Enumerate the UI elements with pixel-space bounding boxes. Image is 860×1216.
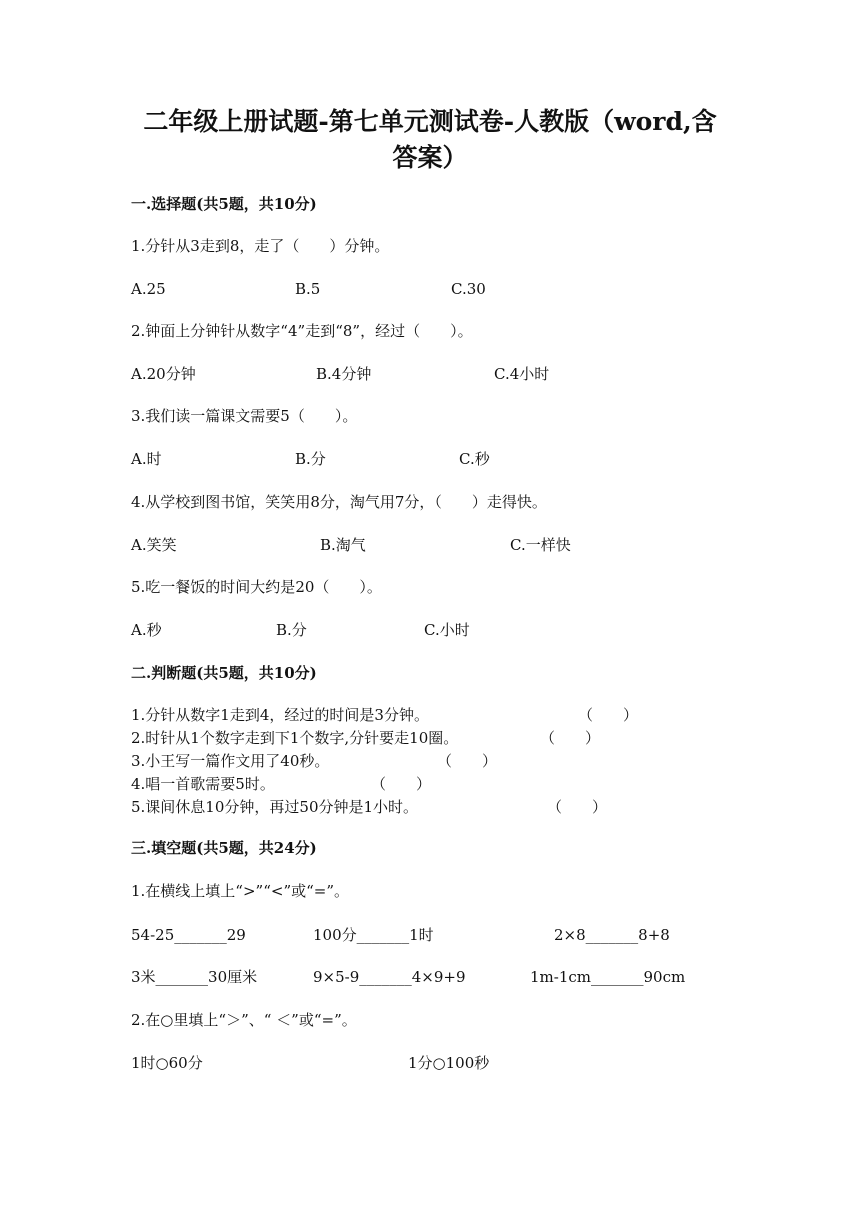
question-text: 1.分针从3走到8，走了（ ）分钟。 <box>131 237 390 255</box>
fill-item: 2×8_______8+8 <box>554 926 670 944</box>
answer-bracket: （ ） <box>578 706 639 724</box>
title-line-2: 答案） <box>392 143 468 172</box>
option-c: C.秒 <box>459 450 490 468</box>
question-text: 4.从学校到图书馆，笑笑用8分，淘气用7分，（ ）走得快。 <box>131 493 547 511</box>
fill-item: 3米_______30厘米 <box>131 968 258 986</box>
option-a: A.25 <box>131 280 166 298</box>
answer-bracket: （ ） <box>437 752 498 770</box>
judge-item: 4.唱一首歌需要5时。 <box>131 775 275 793</box>
question-text: 2.在○里填上“＞”、“ ＜”或“=”。 <box>131 1011 357 1029</box>
option-b: B.4分钟 <box>316 365 372 383</box>
question-text: 5.吃一餐饭的时间大约是20（ ）。 <box>131 578 382 596</box>
title-line-1: 二年级上册试题-第七单元测试卷-人教版（word,含 <box>143 107 717 136</box>
option-a: A.20分钟 <box>131 365 196 383</box>
compare-item: 1分○100秒 <box>408 1054 490 1072</box>
option-a: A.笑笑 <box>131 536 177 554</box>
question-text: 1.在横线上填上“>”“<”或“=”。 <box>131 882 350 900</box>
option-c: C.4小时 <box>494 365 550 383</box>
judge-item: 2.时针从1个数字走到下1个数字,分针要走10圈。 <box>131 729 459 747</box>
option-b: B.5 <box>295 280 321 298</box>
fill-item: 1m-1cm_______90cm <box>530 968 686 986</box>
option-c: C.30 <box>451 280 486 298</box>
answer-bracket: （ ） <box>371 775 432 793</box>
fill-item: 100分_______1时 <box>313 926 434 944</box>
fill-item: 9×5-9_______4×9+9 <box>313 968 466 986</box>
option-b: B.分 <box>276 621 307 639</box>
option-b: B.淘气 <box>320 536 366 554</box>
fill-item: 54-25_______29 <box>131 926 246 944</box>
answer-bracket: （ ） <box>540 729 601 747</box>
question-text: 3.我们读一篇课文需要5（ ）。 <box>131 407 358 425</box>
option-a: A.秒 <box>131 621 162 639</box>
section-heading-choice: 一.选择题(共5题，共10分) <box>131 195 317 213</box>
judge-item: 5.课间休息10分钟，再过50分钟是1小时。 <box>131 798 419 816</box>
judge-item: 3.小王写一篇作文用了40秒。 <box>131 752 330 770</box>
section-heading-fill: 三.填空题(共5题，共24分) <box>131 839 317 857</box>
option-c: C.小时 <box>424 621 470 639</box>
compare-item: 1时○60分 <box>131 1054 203 1072</box>
option-c: C.一样快 <box>510 536 571 554</box>
option-b: B.分 <box>295 450 326 468</box>
answer-bracket: （ ） <box>547 798 608 816</box>
question-text: 2.钟面上分钟针从数字“4”走到“8”，经过（ ）。 <box>131 322 473 340</box>
judge-item: 1.分针从数字1走到4，经过的时间是3分钟。 <box>131 706 429 724</box>
option-a: A.时 <box>131 450 162 468</box>
page-title <box>110 104 750 176</box>
section-heading-judge: 二.判断题(共5题，共10分) <box>131 664 317 682</box>
